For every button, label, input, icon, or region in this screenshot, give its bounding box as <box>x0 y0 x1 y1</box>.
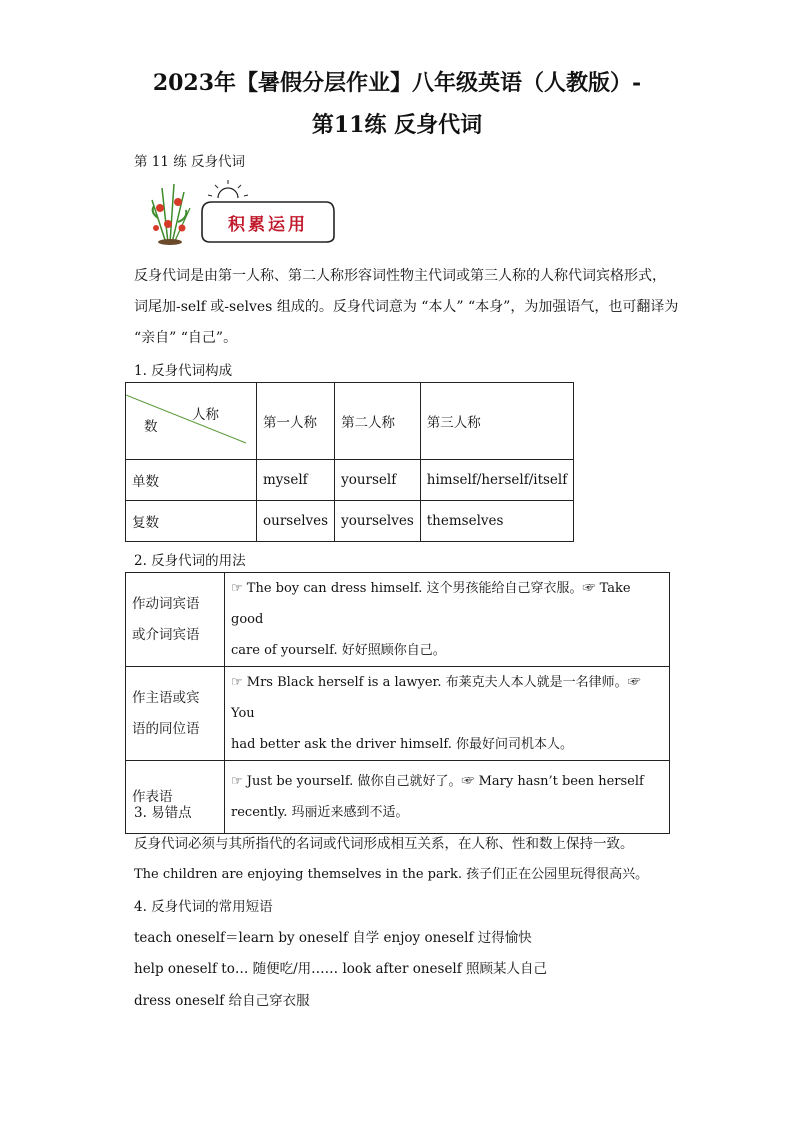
flower-plant-icon <box>152 184 190 245</box>
cell: yourself <box>335 460 421 501</box>
phrase-line: help oneself to… 随便吃/用…… look after oneself 照顾某人自己 <box>134 961 548 977</box>
section-3-heading: 3. 易错点 <box>134 805 192 821</box>
section-4-heading: 4. 反身代词的常用短语 <box>134 899 273 915</box>
cell: himself/herself/itself <box>420 460 573 501</box>
pitfall-line-1: 反身代词必须与其所指代的名词或代词形成相互关系，在人称、性和数上保持一致。 <box>134 836 634 852</box>
reflexive-usage-table <box>125 572 670 834</box>
table-row <box>126 460 574 501</box>
phrase-line: dress oneself 给自己穿衣服 <box>134 993 310 1009</box>
intro-line-3: “亲自” “自己”。 <box>134 330 238 346</box>
diag-number-label: 数 <box>144 419 158 435</box>
header-second-person: 第二人称 <box>335 383 421 460</box>
row-label-plural: 复数 <box>126 501 257 542</box>
phrase-line: teach oneself＝learn by oneself 自学 enjoy oneself 过得愉快 <box>134 930 532 946</box>
table-row <box>126 573 670 667</box>
usage-label: 作表语 <box>126 761 225 834</box>
pitfall-line-2: The children are enjoying themselves in the park. 孩子们正在公园里玩得很高兴。 <box>134 867 649 882</box>
table-row <box>126 667 670 761</box>
intro-line-1: 反身代词是由第一人称、第二人称形容词性物主代词或第三人称的人称代词宾格形式， <box>134 268 666 284</box>
cell: themselves <box>420 501 573 542</box>
usage-example: ☞ Mrs Black herself is a lawyer. 布莱克夫人本人就是一名律师。☞ You had better ask the driver himself. 你最好问司机本人。 <box>225 667 670 761</box>
lesson-subheading: 第 11 练 反身代词 <box>134 154 246 170</box>
section-1-heading: 1. 反身代词构成 <box>134 363 233 379</box>
cell: myself <box>257 460 335 501</box>
cell: yourselves <box>335 501 421 542</box>
cell: ourselves <box>257 501 335 542</box>
header-first-person: 第一人称 <box>257 383 335 460</box>
table-row <box>126 761 670 834</box>
usage-example: ☞ Just be yourself. 做你自己就好了。☞ Mary hasn’t been herself recently. 玛丽近来感到不适。 <box>225 761 670 834</box>
diag-person-label: 人称 <box>192 407 219 423</box>
row-label-singular: 单数 <box>126 460 257 501</box>
usage-label: 作主语或宾 语的同位语 <box>126 667 225 761</box>
diagonal-header-cell <box>126 383 257 460</box>
section-2-heading: 2. 反身代词的用法 <box>134 553 246 569</box>
table-row <box>126 501 574 542</box>
document-title-line2: 第11练 反身代词 <box>311 112 483 138</box>
usage-example: ☞ The boy can dress himself. 这个男孩能给自己穿衣服。☞ Take good care of yourself. 好好照顾你自己。 <box>225 573 670 667</box>
accumulate-apply-banner <box>140 178 340 248</box>
intro-line-2: 词尾加-self 或-selves 组成的。反身代词意为 “本人” “本身”，为加强语气，也可翻译为 <box>134 299 679 315</box>
sun-icon <box>208 180 248 198</box>
document-title-line1: 2023年【暑假分层作业】八年级英语（人教版）- <box>152 70 642 96</box>
header-third-person: 第三人称 <box>420 383 573 460</box>
reflexive-formation-table <box>125 382 574 542</box>
usage-label: 作动词宾语 或介词宾语 <box>126 573 225 667</box>
banner-text: 积累运用 <box>228 215 308 235</box>
